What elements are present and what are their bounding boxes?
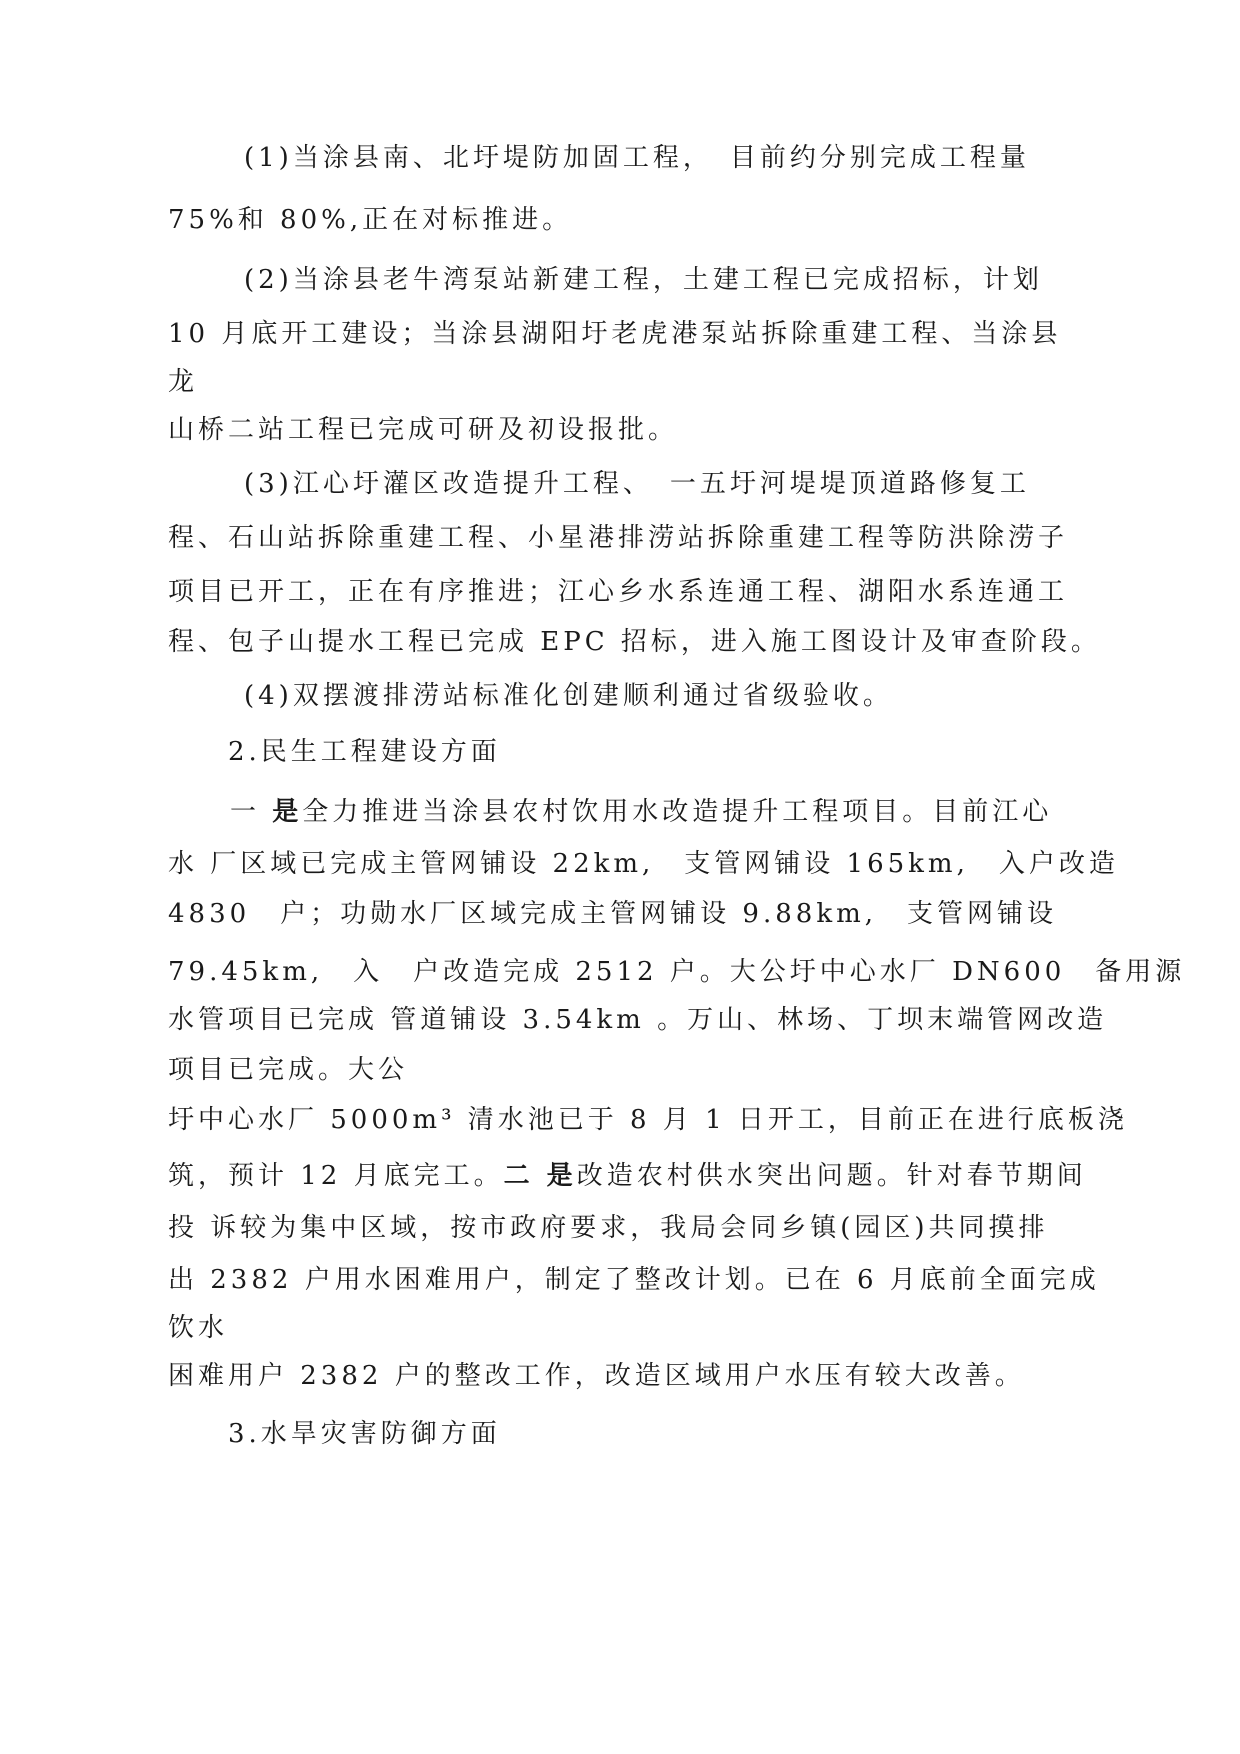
- paragraph-5-line-11: 饮水: [168, 1313, 229, 1343]
- paragraph-5-line-5: 水管项目已完成 管道铺设 3.54km 。万山、林场、丁坝末端管网改造: [168, 1005, 1108, 1035]
- first-marker-shi: 是: [272, 797, 303, 827]
- paragraph-5-line-9: 投 诉较为集中区域，按市政府要求，我局会同乡镇(园区)共同摸排: [168, 1213, 1049, 1243]
- second-marker-text: 改造农村供水突出问题。针对春节期间: [576, 1161, 1087, 1191]
- paragraph-5-line-12: 困难用户 2382 户的整改工作，改造区域用户水压有较大改善。: [168, 1361, 1025, 1391]
- paragraph-2-line-1: (2)当涂县老牛湾泵站新建工程，土建工程已完成招标，计划: [244, 265, 1043, 295]
- paragraph-5-line-1: [230, 795, 1052, 829]
- paragraph-5-line-6: 项目已完成。大公: [168, 1055, 409, 1085]
- first-marker: 一: [230, 797, 261, 827]
- paragraph-5-line-3: 4830 户；功勋水厂区域完成主管网铺设 9.88km, 支管网铺设: [168, 899, 1057, 929]
- paragraph-2-line-3: 龙: [168, 367, 199, 397]
- paragraph-5-line-2: 水 厂区域已完成主管网铺设 22km, 支管网铺设 165km, 入户改造: [168, 849, 1119, 879]
- paragraph-3-line-1: (3)江心圩灌区改造提升工程、 一五圩河堤堤顶道路修复工: [244, 469, 1030, 499]
- paragraph-2-line-2: 10 月底开工建设；当涂县湖阳圩老虎港泵站拆除重建工程、当涂县: [168, 319, 1062, 349]
- paragraph-5-line-10: 出 2382 户用水困难用户，制定了整改计划。已在 6 月底前全面完成: [168, 1265, 1100, 1295]
- line-8-text: 筑，预计 12 月底完工。: [168, 1161, 504, 1191]
- paragraph-5-line-7: 圩中心水厂 5000m³ 清水池已于 8 月 1 日开工，目前正在进行底板浇: [168, 1105, 1128, 1135]
- second-marker: 二 是: [503, 1161, 577, 1191]
- paragraph-3-line-4: 程、包子山提水工程已完成 EPC 招标，进入施工图设计及审查阶段。: [168, 627, 1101, 657]
- paragraph-2-line-4: 山桥二站工程已完成可研及初设报批。: [168, 415, 679, 445]
- paragraph-1-line-1: (1)当涂县南、北圩堤防加固工程， 目前约分别完成工程量: [244, 143, 1030, 173]
- paragraph-1-line-2: 75%和 80%,正在对标推进。: [168, 205, 573, 235]
- first-marker-text: 全力推进当涂县农村饮用水改造提升工程项目。目前江心: [302, 797, 1053, 827]
- paragraph-5-line-8: [168, 1159, 1087, 1193]
- section-heading-2: 2.民生工程建设方面: [228, 737, 501, 767]
- paragraph-5-line-4: 79.45km, 入 户改造完成 2512 户。大公圩中心水厂 DN600 备用源: [168, 957, 1186, 987]
- paragraph-3-line-3: 项目已开工，正在有序推进；江心乡水系连通工程、湖阳水系连通工: [168, 577, 1069, 607]
- paragraph-4-line-1: (4)双摆渡排涝站标准化创建顺利通过省级验收。: [244, 681, 893, 711]
- section-heading-3: 3.水旱灾害防御方面: [228, 1419, 501, 1449]
- paragraph-3-line-2: 程、石山站拆除重建工程、小星港排涝站拆除重建工程等防洪除涝子: [168, 523, 1069, 553]
